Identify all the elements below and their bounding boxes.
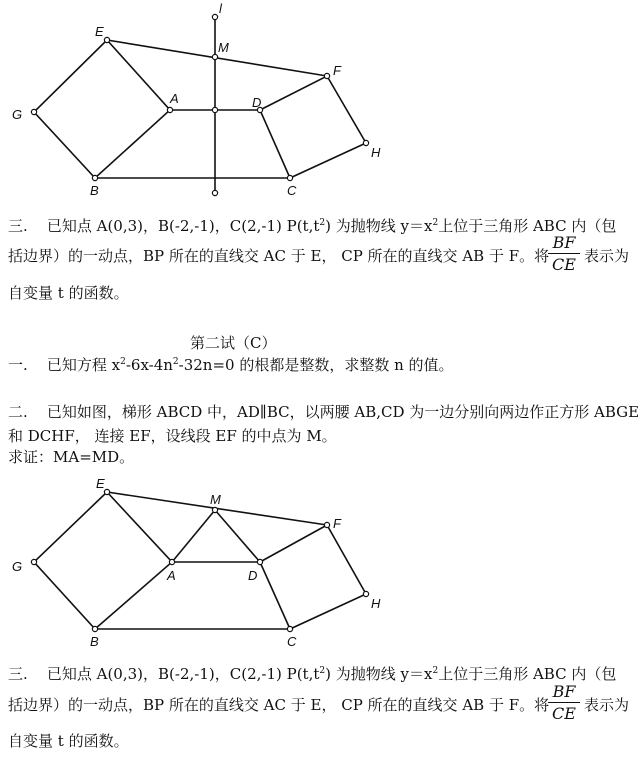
problem-text: 上位于三角形 ABC 内（包 [438,665,617,683]
problem3-bottom-line2 [8,695,549,715]
label-a: A [167,568,176,583]
point-e [104,37,109,42]
label-f: F [333,63,341,78]
label-d: D [252,95,262,110]
fraction-bf-ce [548,233,580,274]
problem2-line1 [8,402,639,422]
problem-text: 已知方程 x [46,356,121,374]
point-d [257,559,262,564]
superscript: 2 [432,218,439,228]
figure-2 [0,470,640,650]
point-mid-ad [212,107,217,112]
label-b: B [90,634,99,649]
problem3-bottom-line3 [8,731,129,751]
problem-text: -6x-4n [125,356,173,374]
problem-text: 求证：MA=MD。 [8,448,135,466]
problem-number: 一. [8,356,28,374]
problem3-bottom-line1 [8,661,616,684]
point-e [104,489,109,494]
label-c: C [287,634,297,649]
fraction-denominator: CE [552,255,576,274]
problem-number: 三. [8,217,28,235]
point-a [167,107,172,112]
label-e: E [96,476,105,491]
problem-text: 已知如图，梯形 ABCD 中，AD∥BC，以两腰 AB,CD 为一边分别向两边作正方形 ABGE [46,403,640,421]
point-g [31,109,36,114]
square-abge-lines [34,492,172,629]
label-g: G [12,559,23,574]
figure-1 [0,0,640,200]
square-dchf-lines [260,525,366,629]
problem3-top-line1 [8,213,616,236]
problem-text: 表示为 [584,696,630,714]
point-m [212,507,217,512]
label-m: M [218,40,229,55]
problem-text: 括边界）的一动点，BP 所在的直线交 AC 于 E， CP 所在的直线交 AB 于 F。将 [8,247,550,265]
point-f [324,73,329,78]
point-c [287,626,292,631]
problem3-top-line2-end [584,246,629,266]
problem-text: 括边界）的一动点，BP 所在的直线交 AC 于 E， CP 所在的直线交 AB 于 F。将 [8,696,550,714]
fraction-bf-ce [548,682,580,723]
problem-text: 自变量 t 的函数。 [8,732,129,750]
point-a [169,559,174,564]
fraction-numerator: BF [548,233,580,254]
problem-text: 已知点 A(0,3)，B(-2,-1)，C(2,-1) P(t,t [46,665,320,683]
superscript: 2 [120,357,126,367]
label-g: G [12,107,23,122]
problem-text: ) 为抛物线 y＝x [325,217,433,235]
superscript: 2 [432,666,439,676]
label-m: M [210,492,221,507]
segment-ma [172,510,215,562]
problem-text: 自变量 t 的函数。 [8,284,129,302]
label-a: A [170,91,179,106]
point-b [92,175,97,180]
point-g [31,559,36,564]
section-title: 第二试（C） [190,334,277,352]
problem-number: 二. [8,403,28,421]
fraction-numerator: BF [548,682,580,703]
problem3-top-line3 [8,283,129,303]
square-abge-lines [34,40,170,178]
label-b: B [90,183,99,198]
label-l: l [219,1,222,16]
label-h: H [371,596,381,611]
superscript: 2 [172,357,179,367]
point-h [363,591,368,596]
fraction-denominator: CE [552,704,576,723]
problem2-line3 [8,447,134,467]
label-f: F [333,516,341,531]
problem-text: 和 DCHF， 连接 EF，设线段 EF 的中点为 M。 [8,427,337,445]
problem2-line2 [8,426,337,446]
problem-text: ) 为抛物线 y＝x [325,665,433,683]
problem-text: 上位于三角形 ABC 内（包 [438,217,617,235]
point-l-top [212,14,217,19]
problem3-top-line2 [8,246,549,266]
superscript: 2 [319,218,326,228]
segment-md [215,510,260,562]
point-f [324,522,329,527]
label-c: C [287,183,297,198]
problem3-bottom-line2-end [584,695,629,715]
problem-text: -32n=0 的根都是整数，求整数 n 的值。 [178,356,454,374]
label-h: H [371,145,381,160]
problem-text: 已知点 A(0,3)，B(-2,-1)，C(2,-1) P(t,t [46,217,320,235]
point-l-bottom [212,190,217,195]
square-dchf-lines [260,76,366,178]
point-h [363,140,368,145]
label-d: D [248,568,258,583]
superscript: 2 [319,666,326,676]
point-c [287,175,292,180]
problem-text: 表示为 [584,247,630,265]
problem1-line [8,352,454,375]
point-b [92,626,97,631]
point-m [212,54,217,59]
problem-number: 三. [8,665,28,683]
label-e: E [95,24,104,39]
